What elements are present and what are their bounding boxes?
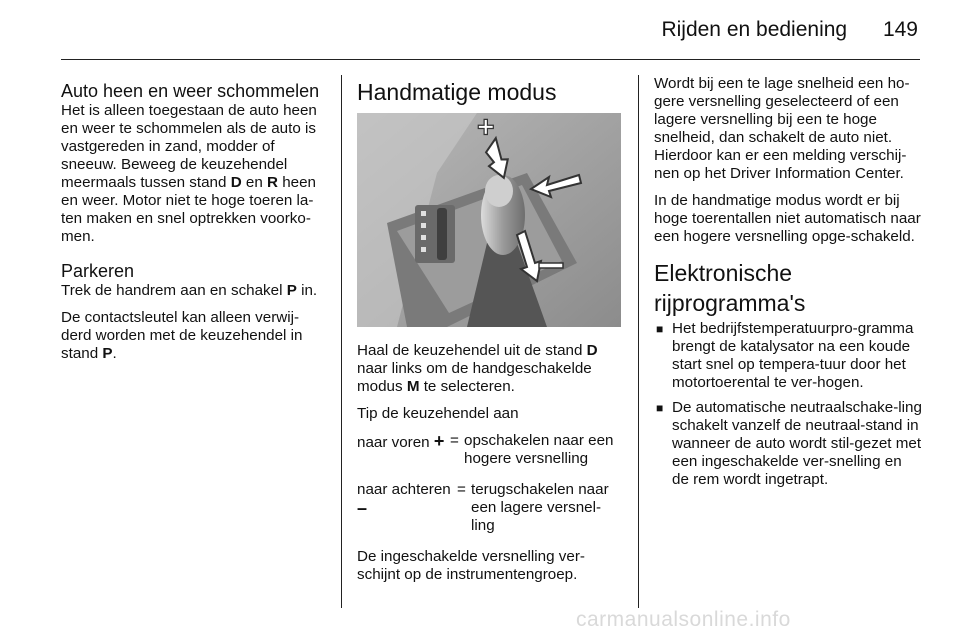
watermark: carmanualsonline.info (576, 608, 791, 631)
minus-symbol-mark (539, 263, 563, 268)
tip-term: naar achteren (357, 481, 451, 498)
column-divider-2 (638, 75, 639, 608)
bullet-list (654, 320, 922, 489)
tip-row-forward (357, 432, 623, 468)
heading-schommelen: Auto heen en weer schommelen (61, 81, 320, 101)
page-header (661, 18, 918, 42)
page-number: 149 (882, 18, 918, 41)
paragraph-handmatig-2: Tip de keuzehendel aan (357, 405, 519, 422)
paragraph-rechts-1: Wordt bij een te lage snelheid een ho-gere versnelling geselecteerd of een lagere versnelling bij een te hoge snelheid, dan schakelt de auto niet. Hierdoor kan er een melding verschij-nen op het Driver Information Center. (654, 75, 910, 182)
list-item: ■ Het bedrijfstemperatuurpro-gramma brengt de katalysator na een koude start snel op tempera-tuur door het motortoerental te ver-hogen. (654, 320, 922, 392)
plus-icon: + (433, 431, 445, 451)
paragraph-parkeren-1: Trek de handrem aan en schakel P in. (61, 282, 318, 299)
tip-definition: opschakelen naar een hogere versnelling (464, 432, 614, 467)
tip-equals: = (457, 481, 466, 498)
tip-equals: = (450, 432, 459, 449)
paragraph-rechts-2: In de handmatige modus wordt er bij hoge toerentallen niet automatisch naar een hogere versnelling opge-schakeld. (654, 192, 921, 245)
right-column (654, 75, 922, 496)
left-column (61, 75, 325, 372)
paragraph-parkeren-2: De contactsleutel kan alleen verwij-derd worden met de keuzehendel in stand P. (61, 309, 303, 362)
header-divider (61, 59, 920, 60)
paragraph-handmatig-3: De ingeschakelde versnelling ver-schijnt op de instrumentengroep. (357, 548, 585, 583)
paragraph-handmatig-1: Haal de keuzehendel uit de stand D naar links om de handgeschakelde modus M te selecteren. (357, 342, 598, 395)
heading-handmatige-modus: Handmatige modus (357, 79, 557, 105)
list-item: ■ De automatische neutraalschake-ling schakelt vanzelf de neutraal-stand in wanneer de auto wordt stil-gezet met een ingeschakelde ver-snelling en de rem wordt ingetrapt. (654, 399, 922, 489)
paragraph-schommelen: Het is alleen toegestaan de auto heen en weer te schommelen als de auto is vastgereden in zand, modder of sneeuw. Beweeg de keuzehendel meermaals tussen stand D en R heen en weer. Motor niet te hoge toeren la-ten maken en snel optrekken voorko-men. (61, 102, 317, 245)
middle-column (357, 75, 623, 593)
tip-definition: terugschakelen naar een lagere versnel-ling (471, 481, 609, 534)
heading-parkeren: Parkeren (61, 261, 135, 281)
minus-icon: – (357, 498, 368, 518)
tip-term: naar voren (357, 434, 430, 451)
plus-symbol: + (477, 113, 495, 144)
gear-shift-illustration (357, 113, 621, 327)
column-divider-1 (341, 75, 342, 608)
tip-row-backward (357, 481, 623, 535)
heading-elektronische-rijprogrammas: Elektronische rijprogramma's (654, 260, 806, 316)
section-title: Rijden en bediening (661, 18, 848, 41)
